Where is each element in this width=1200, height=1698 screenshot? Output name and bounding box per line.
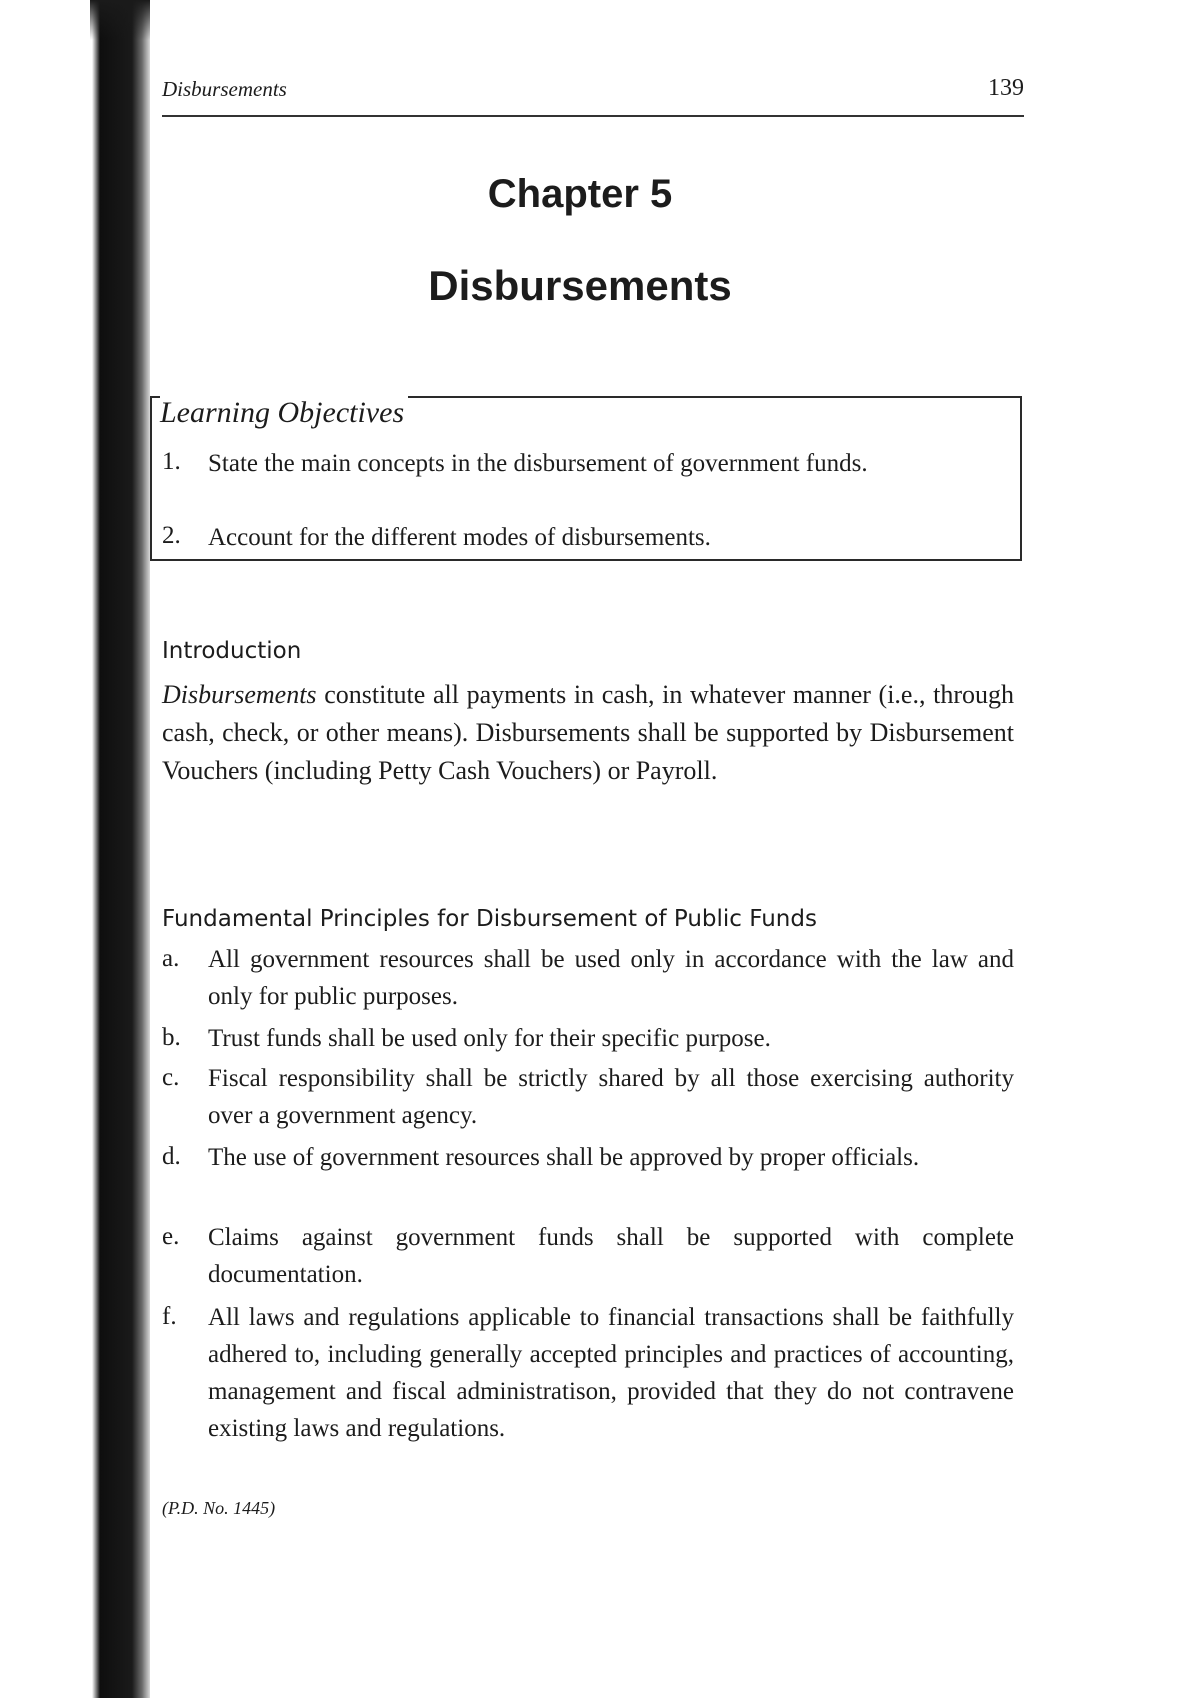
principle-text: All laws and regulations applicable to financial transactions shall be faithfully adhered to, including generally accepted principles and practices of accounting, management and fiscal administratison, provided that they do not contravene existing laws and regulations. [208,1304,1014,1442]
principle-letter: d. [162,1143,181,1170]
introduction-text: constitute all payments in cash, in whatever manner (i.e., through cash, check, or other means). Disbursements shall be supported by Disbursement Vouchers (including Petty Cash Vouchers) or Payroll. [162,680,1014,785]
objective-number: 1. [162,448,181,475]
introduction-paragraph [162,676,1014,790]
principle-letter: f. [162,1303,177,1330]
learning-objectives-heading: Learning Objectives [160,396,408,430]
running-header [162,75,1024,117]
citation: (P.D. No. 1445) [162,1498,276,1518]
objective-number: 2. [162,522,181,549]
running-header-title: Disbursements [162,77,287,101]
principle-letter: c. [162,1064,180,1091]
objective-text: Account for the different modes of disbursements. [208,524,711,551]
introduction-term: Disbursements [162,680,317,709]
principles-heading: Fundamental Principles for Disbursement of Public Funds [162,906,817,932]
objective-text: State the main concepts in the disbursement of government funds. [208,450,868,477]
chapter-number: Chapter 5 [487,172,673,216]
chapter-title: Disbursements [428,262,732,309]
principle-letter: e. [162,1223,180,1250]
book-spine-shadow [0,0,150,1698]
page-number: 139 [988,75,1024,101]
principle-text: Trust funds shall be used only for their specific purpose. [208,1025,771,1052]
principle-letter: b. [162,1024,181,1051]
principle-text: Fiscal responsibility shall be strictly shared by all those exercising authority over a government agency. [208,1065,1014,1129]
book-page [150,0,1200,1698]
principle-text: Claims against government funds shall be supported with complete documentation. [208,1224,1014,1288]
book-spine-top-shadow [90,0,150,40]
principle-letter: a. [162,945,180,972]
principle-text: The use of government resources shall be approved by proper officials. [208,1144,920,1171]
introduction-heading: Introduction [162,638,302,664]
principle-text: All government resources shall be used only in accordance with the law and only for public purposes. [208,946,1014,1010]
